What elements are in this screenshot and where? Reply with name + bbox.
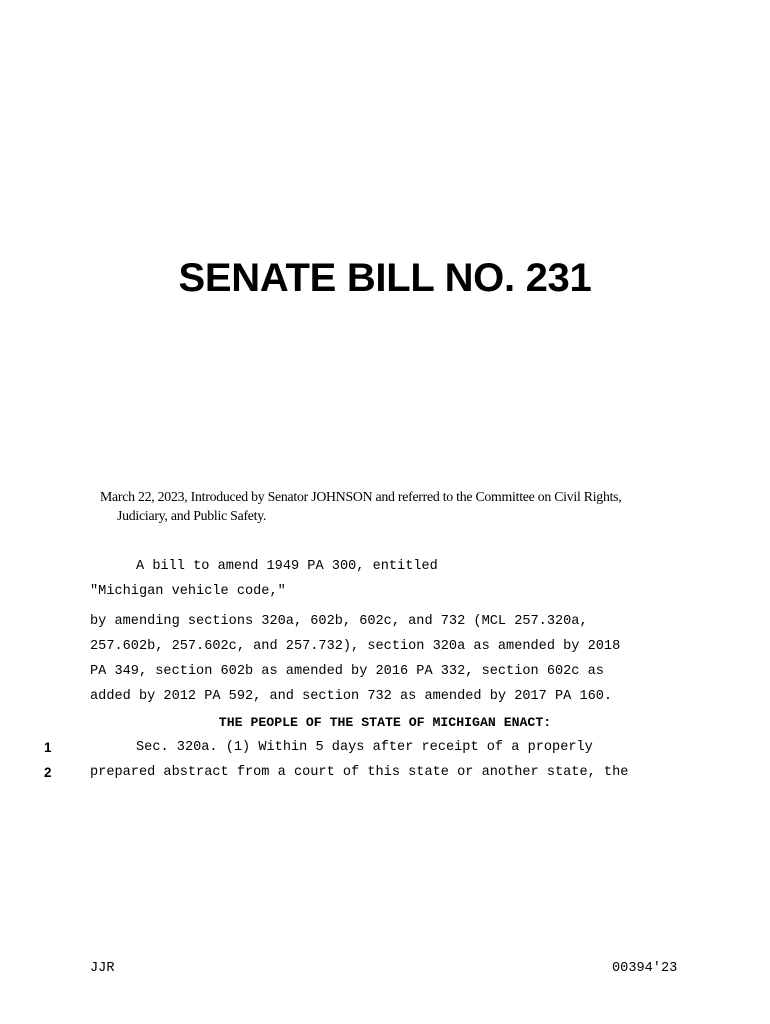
line-number: 2 [44,765,52,780]
introduction-paragraph [100,487,690,525]
preamble-line-1: A bill to amend 1949 PA 300, entitled [136,559,438,574]
preamble-line-6: added by 2012 PA 592, and section 732 as amended by 2017 PA 160. [90,689,613,704]
introduction-line-1: March 22, 2023, Introduced by Senator JOHNSON and referred to the Committee on Civil Rights, [100,489,622,504]
body-line-text: prepared abstract from a court of this state or another state, the [90,765,629,780]
line-number: 1 [44,740,52,755]
body-line-text: Sec. 320a. (1) Within 5 days after receipt of a properly [136,740,593,755]
preamble-line-2: "Michigan vehicle code," [90,584,286,599]
bill-title: SENATE BILL NO. 231 [178,256,592,300]
enacting-clause: THE PEOPLE OF THE STATE OF MICHIGAN ENACT: [218,715,552,730]
footer-document-number: 00394'23 [612,961,678,976]
preamble-line-3: by amending sections 320a, 602b, 602c, and 732 (MCL 257.320a, [90,614,588,629]
preamble-line-5: PA 349, section 602b as amended by 2016 PA 332, section 602c as [90,664,604,679]
preamble-line-4: 257.602b, 257.602c, and 257.732), section 320a as amended by 2018 [90,639,621,654]
introduction-line-2: Judiciary, and Public Safety. [117,508,267,523]
footer-drafter-initials: JJR [90,961,115,976]
